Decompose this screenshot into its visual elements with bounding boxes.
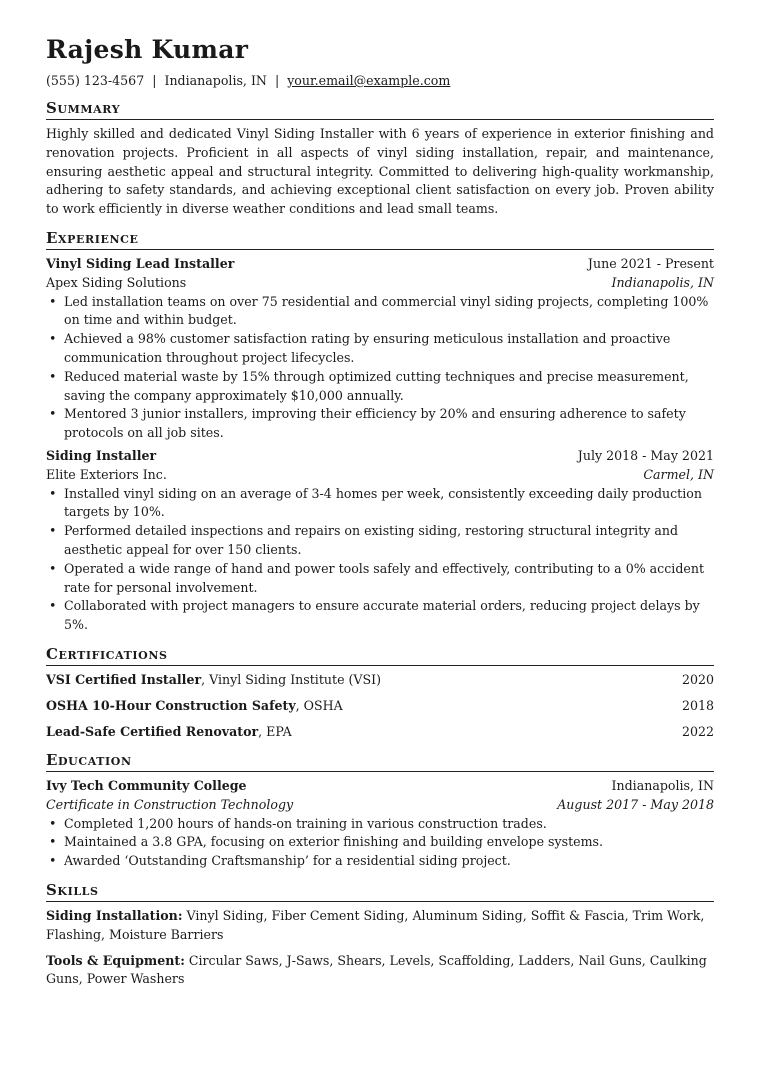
resume-header bbox=[46, 34, 714, 90]
job-dates: June 2021 - Present bbox=[587, 255, 714, 271]
certification-item bbox=[46, 697, 714, 715]
bullet-item: • Led installation teams on over 75 residential and commercial vinyl siding projects, completing 100% on time and within budget. bbox=[64, 293, 714, 331]
degree: Certificate in Construction Technology bbox=[46, 796, 294, 812]
education-bullets bbox=[46, 815, 714, 871]
certification-issuer: , Vinyl Siding Institute (VSI) bbox=[201, 671, 382, 687]
job-bullets bbox=[46, 293, 714, 443]
certification-year: 2020 bbox=[681, 671, 714, 687]
candidate-name: Rajesh Kumar bbox=[46, 35, 249, 64]
job-location: Carmel, IN bbox=[643, 466, 714, 482]
section-title-experience: Experience bbox=[46, 228, 714, 250]
company-name: Elite Exteriors Inc. bbox=[46, 466, 167, 482]
certification-name: OSHA 10-Hour Construction Safety bbox=[46, 697, 296, 713]
section-title-education: Education bbox=[46, 750, 714, 772]
bullet-item: • Mentored 3 junior installers, improving their efficiency by 20% and ensuring adherence to safety protocols on all job sites. bbox=[64, 405, 714, 443]
email-link[interactable]: your.email@example.com bbox=[287, 73, 451, 88]
contact-line bbox=[46, 72, 714, 90]
bullet-item: • Operated a wide range of hand and power tools safely and effectively, contributing to a 0% accident rate for personal involvement. bbox=[64, 560, 714, 598]
skill-group bbox=[46, 907, 714, 945]
phone: (555) 123-4567 bbox=[46, 73, 145, 88]
certification-year: 2018 bbox=[681, 697, 714, 713]
certification-item bbox=[46, 723, 714, 741]
separator: | bbox=[274, 73, 280, 88]
skill-group-items: Circular Saws, J-Saws, Shears, Levels, Scaffolding, Ladders, Nail Guns, Caulking Guns, Power Washers bbox=[46, 952, 707, 987]
bullet-item: • Maintained a 3.8 GPA, focusing on exterior finishing and building envelope systems. bbox=[64, 833, 714, 852]
bullet-item: • Collaborated with project managers to ensure accurate material orders, reducing project delays by 5%. bbox=[64, 597, 714, 635]
summary-text: Highly skilled and dedicated Vinyl Siding Installer with 6 years of experience in exterior finishing and renovation projects. Proficient in all aspects of vinyl siding installation, repair, and maintenance, ensuring aesthetic appeal and structural integrity. Committed to delivering high-quality workmanship, adhering to safety standards, and achieving exceptional client satisfaction on every job. Proven ability to work efficiently in diverse weather conditions and lead small teams. bbox=[46, 126, 714, 217]
job-dates: July 2018 - May 2021 bbox=[577, 447, 714, 463]
bullet-item: • Awarded ‘Outstanding Craftsmanship’ for a residential siding project. bbox=[64, 852, 714, 871]
certification-name: Lead-Safe Certified Renovator bbox=[46, 723, 259, 739]
bullet-item: • Reduced material waste by 15% through optimized cutting techniques and precise measurement, saving the company approximately $10,000 annually. bbox=[64, 368, 714, 406]
certification-issuer: , OSHA bbox=[295, 697, 343, 713]
skill-group-label: Tools & Equipment: bbox=[46, 952, 185, 968]
certification-issuer: , EPA bbox=[258, 723, 292, 739]
section-title-skills: Skills bbox=[46, 880, 714, 902]
job-bullets bbox=[46, 485, 714, 635]
certifications-list bbox=[46, 671, 714, 741]
separator: | bbox=[152, 73, 157, 88]
bullet-item: • Completed 1,200 hours of hands-on training in various construction trades. bbox=[64, 815, 714, 834]
bullet-item: • Installed vinyl siding on an average of 3-4 homes per week, consistently exceeding daily production targets by 10%. bbox=[64, 485, 714, 523]
job-title: Siding Installer bbox=[46, 447, 157, 463]
certification-name: VSI Certified Installer bbox=[46, 671, 202, 687]
education-entry bbox=[46, 777, 714, 871]
skill-group-label: Siding Installation: bbox=[46, 907, 183, 923]
school-name: Ivy Tech Community College bbox=[46, 777, 247, 793]
job-location: Indianapolis, IN bbox=[611, 274, 714, 290]
company-name: Apex Siding Solutions bbox=[46, 274, 187, 290]
skills-list bbox=[46, 907, 714, 989]
section-title-summary: Summary bbox=[46, 98, 714, 120]
certification-item bbox=[46, 671, 714, 689]
school-location: Indianapolis, IN bbox=[611, 777, 714, 793]
bullet-item: • Performed detailed inspections and repairs on existing siding, restoring structural integrity and aesthetic appeal for over 150 clients. bbox=[64, 522, 714, 560]
skill-group bbox=[46, 952, 714, 990]
job-entry bbox=[46, 255, 714, 443]
certification-year: 2022 bbox=[681, 723, 714, 739]
skill-group-items: Vinyl Siding, Fiber Cement Siding, Aluminum Siding, Soffit & Fascia, Trim Work, Flashing, Moisture Barriers bbox=[46, 907, 705, 942]
section-title-certifications: Certifications bbox=[46, 644, 714, 666]
job-entry bbox=[46, 447, 714, 635]
location: Indianapolis, IN bbox=[164, 73, 267, 88]
bullet-item: • Achieved a 98% customer satisfaction rating by ensuring meticulous installation and proactive communication throughout project lifecycles. bbox=[64, 330, 714, 368]
education-dates: August 2017 - May 2018 bbox=[557, 796, 714, 812]
job-title: Vinyl Siding Lead Installer bbox=[46, 255, 235, 271]
